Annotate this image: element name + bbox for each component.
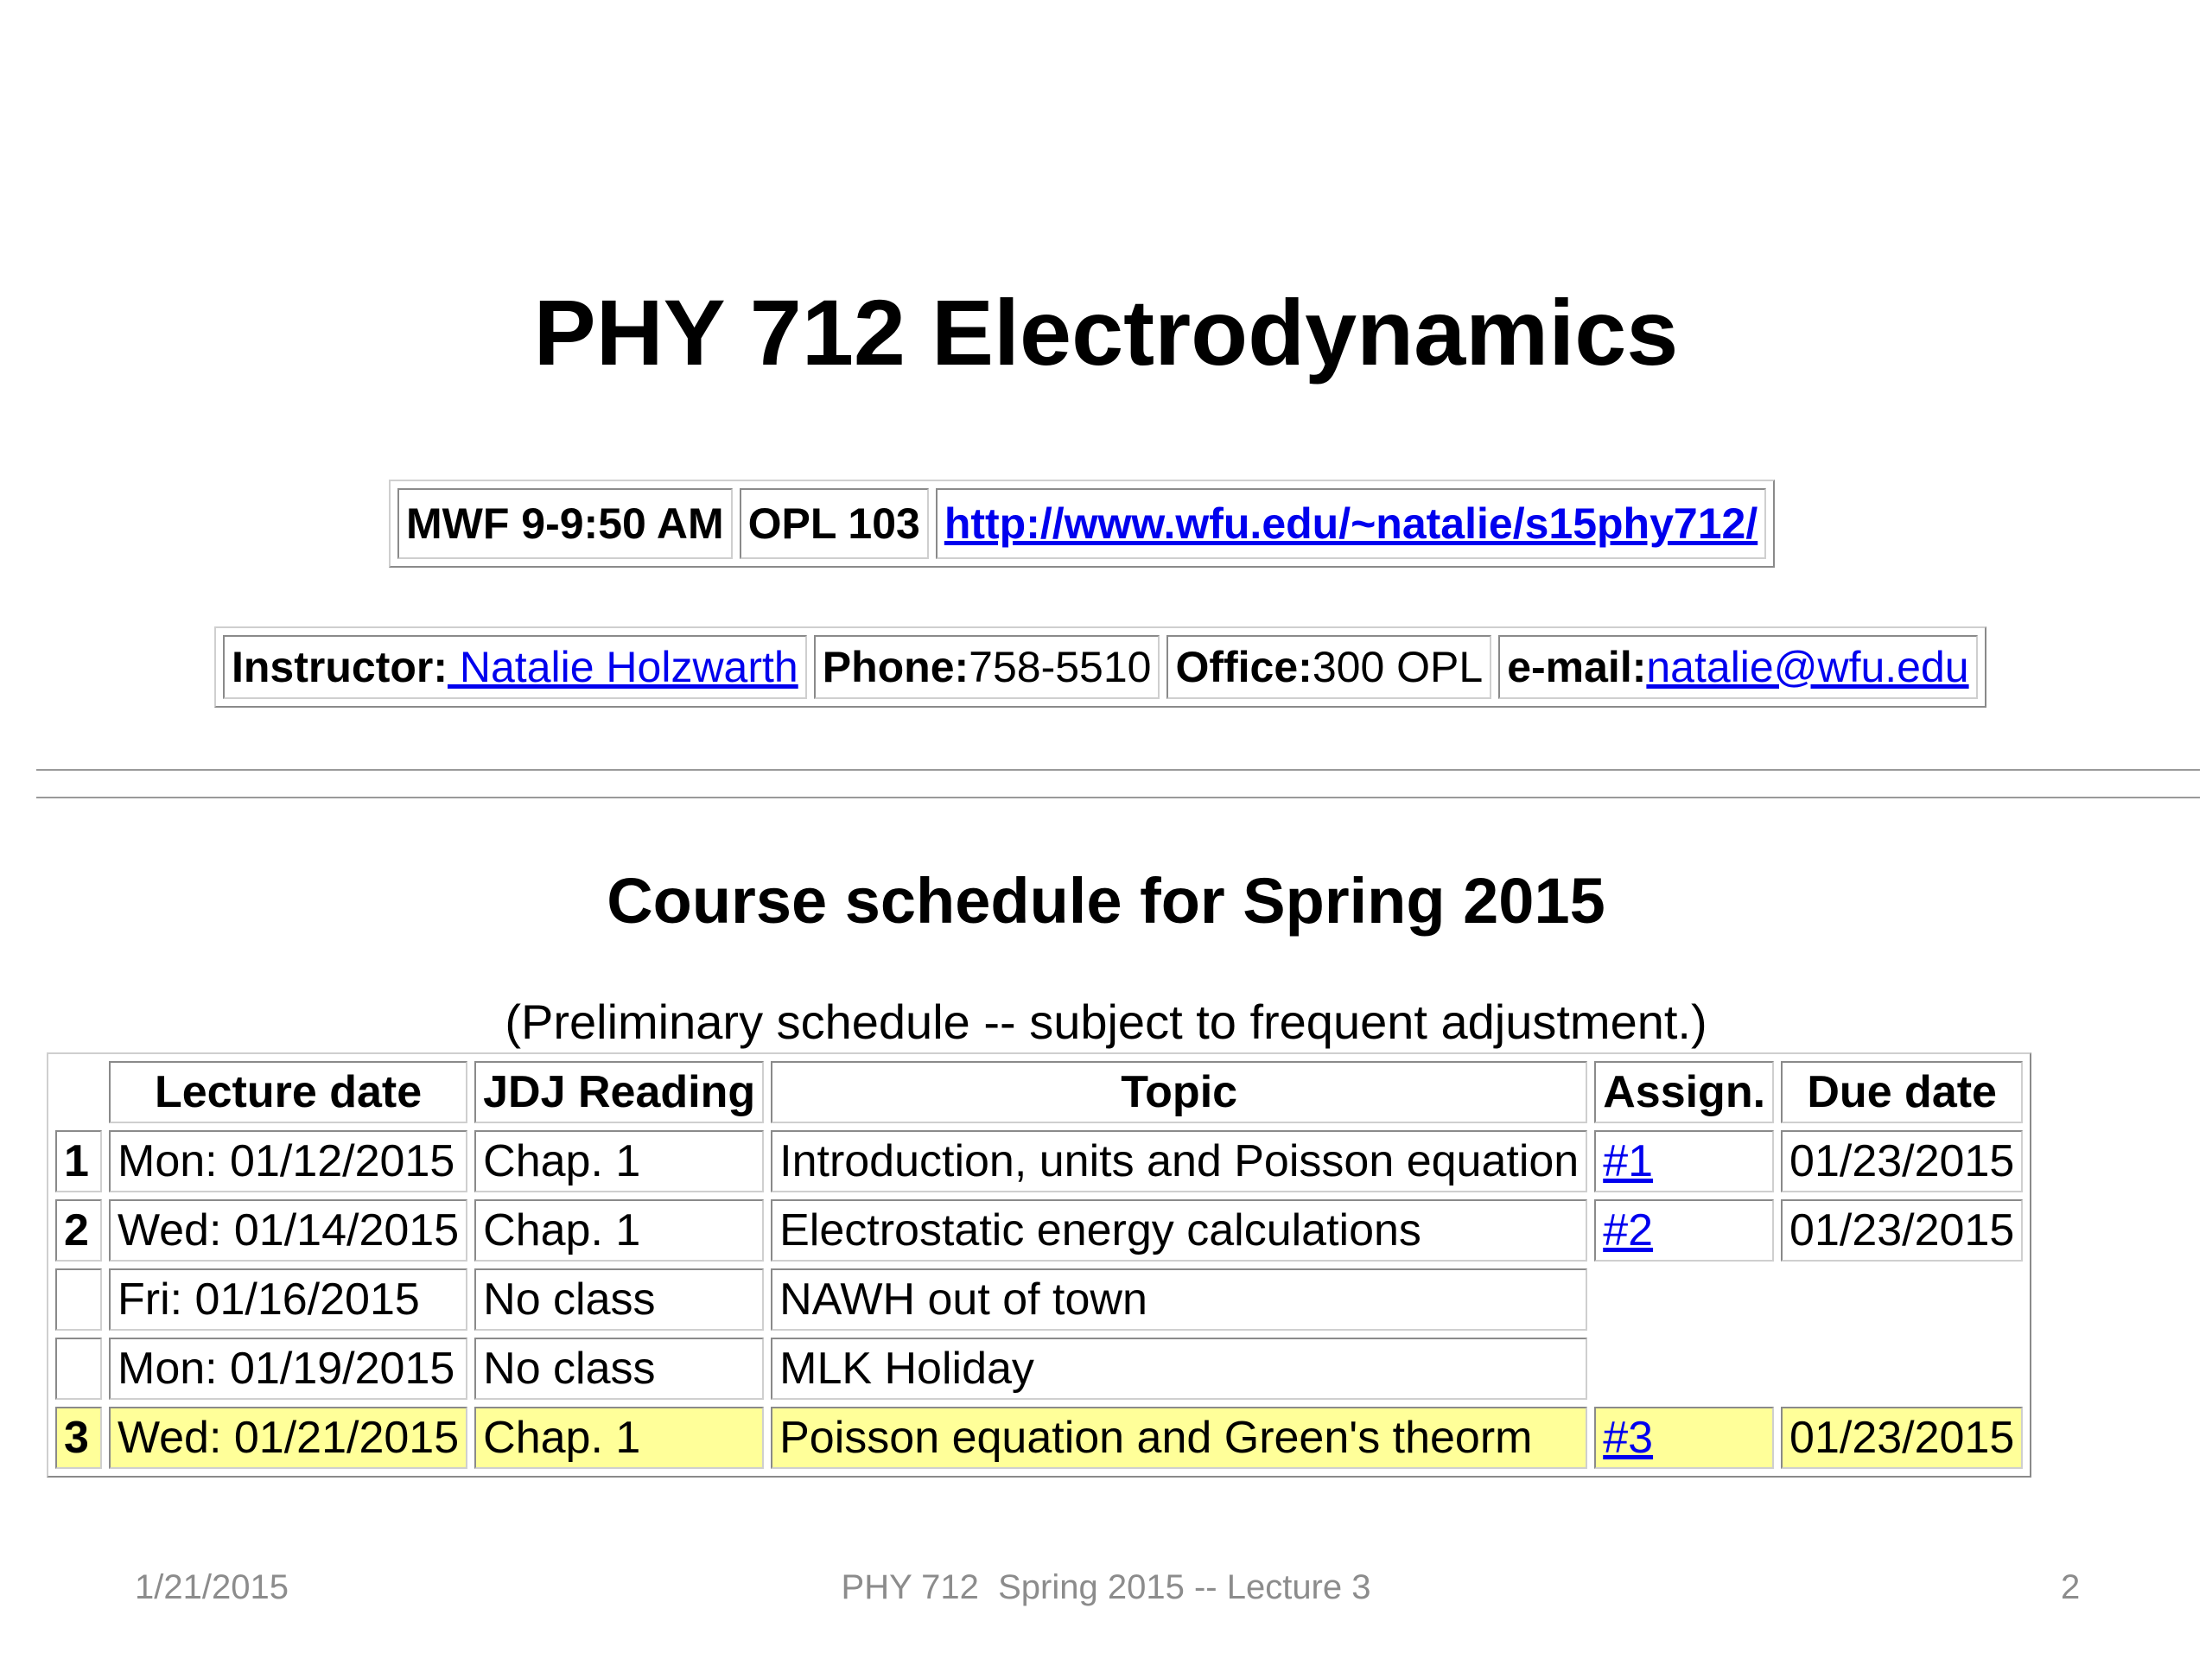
schedule-table bbox=[47, 1052, 2031, 1478]
row-reading: Chap. 1 bbox=[474, 1199, 764, 1262]
phone-label: Phone: bbox=[822, 643, 969, 691]
row-assign-cell bbox=[1594, 1407, 1774, 1469]
row-date: Mon: 01/19/2015 bbox=[109, 1338, 467, 1400]
row-topic: MLK Holiday bbox=[771, 1338, 1587, 1400]
row-date: Wed: 01/14/2015 bbox=[109, 1199, 467, 1262]
instructor-link[interactable]: Natalie Holzwarth bbox=[448, 643, 798, 691]
table-row-highlighted bbox=[55, 1407, 2023, 1469]
slide-title: PHY 712 Electrodynamics bbox=[533, 280, 1679, 385]
divider-top bbox=[36, 769, 2200, 771]
instructor-info-table bbox=[214, 626, 1986, 708]
table-row bbox=[55, 1338, 2023, 1400]
header-due-date: Due date bbox=[1781, 1061, 2023, 1123]
schedule-header-row bbox=[55, 1061, 2023, 1123]
row-num: 2 bbox=[55, 1199, 102, 1262]
course-url-cell bbox=[936, 488, 1766, 559]
phone-cell bbox=[814, 635, 1160, 699]
row-reading: Chap. 1 bbox=[474, 1130, 764, 1192]
row-topic: NAWH out of town bbox=[771, 1268, 1587, 1331]
row-num bbox=[55, 1268, 102, 1331]
assign-link[interactable]: #2 bbox=[1603, 1205, 1654, 1255]
page-number: 2 bbox=[2061, 1568, 2081, 1606]
row-due: 01/23/2015 bbox=[1781, 1199, 2023, 1262]
footer-date: 1/21/2015 bbox=[135, 1568, 289, 1606]
schedule-subtitle: (Preliminary schedule -- subject to frequent adjustment.) bbox=[505, 995, 1707, 1049]
meeting-time: MWF 9-9:50 AM bbox=[397, 488, 733, 559]
row-assign-cell bbox=[1594, 1130, 1774, 1192]
instructor-label: Instructor: bbox=[232, 643, 448, 691]
row-num: 3 bbox=[55, 1407, 102, 1469]
row-date: Mon: 01/12/2015 bbox=[109, 1130, 467, 1192]
row-empty bbox=[1594, 1338, 2023, 1400]
footer-title: PHY 712 Spring 2015 -- Lecture 3 bbox=[841, 1568, 1371, 1606]
header-num bbox=[55, 1061, 102, 1123]
email-label: e-mail: bbox=[1507, 643, 1647, 691]
table-row bbox=[55, 1130, 2023, 1192]
row-date: Fri: 01/16/2015 bbox=[109, 1268, 467, 1331]
row-due: 01/23/2015 bbox=[1781, 1130, 2023, 1192]
row-topic: Introduction, units and Poisson equation bbox=[771, 1130, 1587, 1192]
course-url-link[interactable]: http://www.wfu.edu/~natalie/s15phy712/ bbox=[944, 499, 1758, 548]
office-label: Office: bbox=[1175, 643, 1313, 691]
row-reading: No class bbox=[474, 1338, 764, 1400]
email-cell bbox=[1498, 635, 1977, 699]
table-row bbox=[55, 1199, 2023, 1262]
schedule-title: Course schedule for Spring 2015 bbox=[607, 865, 1605, 937]
header-reading: JDJ Reading bbox=[474, 1061, 764, 1123]
header-lecture-date: Lecture date bbox=[109, 1061, 467, 1123]
row-date: Wed: 01/21/2015 bbox=[109, 1407, 467, 1469]
instructor-cell bbox=[223, 635, 807, 699]
table-row bbox=[55, 1268, 2023, 1331]
divider-bottom bbox=[36, 797, 2200, 798]
header-assign: Assign. bbox=[1594, 1061, 1774, 1123]
assign-link[interactable]: #3 bbox=[1603, 1413, 1654, 1463]
assign-link[interactable]: #1 bbox=[1603, 1136, 1654, 1186]
phone-value: 758-5510 bbox=[969, 643, 1152, 691]
office-value: 300 OPL bbox=[1312, 643, 1484, 691]
row-topic: Electrostatic energy calculations bbox=[771, 1199, 1587, 1262]
row-assign-cell bbox=[1594, 1199, 1774, 1262]
row-topic: Poisson equation and Green's theorm bbox=[771, 1407, 1587, 1469]
office-cell bbox=[1166, 635, 1491, 699]
row-num: 1 bbox=[55, 1130, 102, 1192]
row-due: 01/23/2015 bbox=[1781, 1407, 2023, 1469]
header-topic: Topic bbox=[771, 1061, 1587, 1123]
meeting-room: OPL 103 bbox=[740, 488, 929, 559]
email-link[interactable]: natalie@wfu.edu bbox=[1646, 643, 1969, 691]
row-reading: Chap. 1 bbox=[474, 1407, 764, 1469]
row-reading: No class bbox=[474, 1268, 764, 1331]
row-empty bbox=[1594, 1268, 2023, 1331]
course-info-table bbox=[389, 480, 1775, 568]
row-num bbox=[55, 1338, 102, 1400]
